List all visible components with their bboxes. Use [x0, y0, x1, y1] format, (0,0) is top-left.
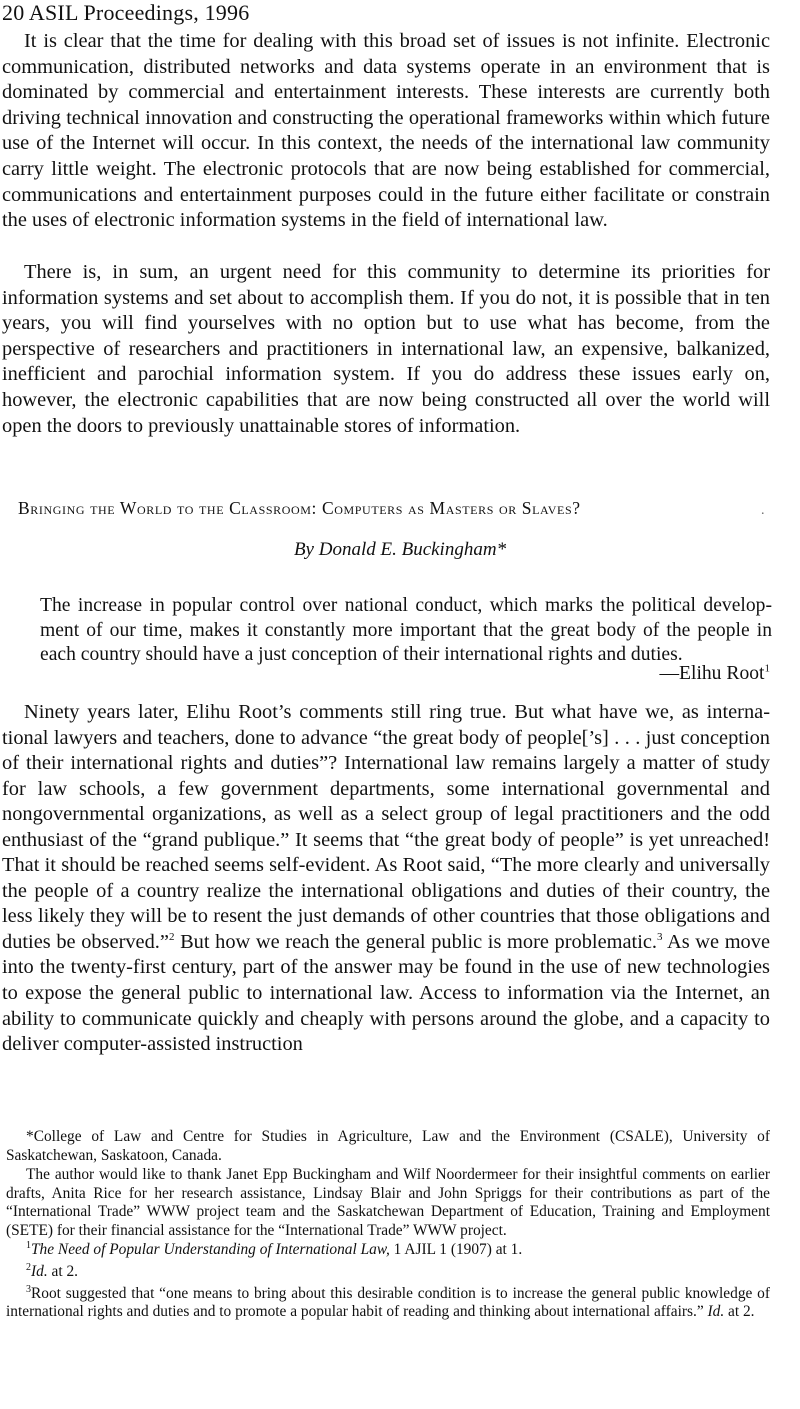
paragraph-1 — [2, 29, 770, 234]
section-title-text: Bringing the World to the Classroom: Computers as Masters or Slaves? — [18, 498, 581, 518]
footnote-1-mark: 1 — [26, 1240, 31, 1252]
epigraph-attribution — [659, 662, 770, 686]
paragraph-3-text — [2, 700, 770, 1058]
footnote-2-mark: 2 — [26, 1261, 31, 1273]
footnote-ref-3: 3 — [657, 931, 663, 944]
paragraph-3 — [2, 700, 770, 1058]
affiliation-mark: * — [26, 1128, 34, 1145]
footnote-3-mark: 3 — [26, 1283, 31, 1295]
paragraph-3-part-2: But how we reach the general public is more problematic. — [174, 930, 658, 953]
page-number: 20 — [2, 0, 25, 25]
footnote-2-id: Id. — [31, 1262, 48, 1280]
paragraph-2 — [2, 260, 770, 439]
stray-mark: . — [761, 503, 765, 518]
footnote-affiliation — [6, 1128, 770, 1165]
footnote-3-rest: at 2. — [724, 1303, 755, 1321]
epigraph — [40, 594, 772, 668]
footnote-1-title: The Need of Popular Understanding of International Law, — [31, 1241, 390, 1259]
author-footnote-mark: * — [496, 539, 507, 560]
footnote-3-id: Id. — [707, 1303, 725, 1321]
footnote-ref-1: 1 — [764, 662, 770, 675]
attribution-name: —Elihu Root — [659, 663, 765, 684]
paragraph-1-text: It is clear that the time for dealing with this broad set of issues is not infinite. Electronic communication, distributed networks and data systems operate in an environment that is dominated by commercial and entertainment interests. These interests are currently both driving technical innovation and constructing the operational frameworks within which future use of the Internet will occur. In this context, the needs of the international law community carry little weight. The electronic protocols that are now being established for commercial, communications and entertainment purposes could in the future either facilitate or constrain the uses of electronic information systems in the field of international law. — [2, 30, 770, 232]
footnote-2 — [6, 1263, 770, 1282]
footnote-acknowledgment: The author would like to thank Janet Epp Buckingham and Wilf Noordermeer for their insightful comments on earlier drafts, Anita Rice for her research assistance, Lindsay Blair and John Spriggs for their contributions as part of the “International Trade” WWW project team and the Saskatchewan Department of Education, Training and Employment (SETE) for their financial assistance for the “International Trade” WWW project. — [6, 1165, 770, 1240]
paragraph-3-part-1: Ninety years later, Elihu Root’s comments still ring true. But what have we, as international lawyers and teachers, done to advance “the great body of people[’s] . . . just conception of their international rights and duties”? International law remains largely a matter of study for law schools, a few government departments, some international governmental and nongovernmental organizations, as well as a select group of legal practitioners and the odd enthusiast of the “grand publique.” It seems that “the great body of people” is yet unreached! That it should be reached seems self-evident. As Root said, “The more clearly and universally the people of a country realize the international obligations and duties of their country, the less likely they will be to resent the just demands of other countries that those obligations and duties be observed.” — [2, 701, 770, 953]
section-title — [18, 497, 778, 519]
footnote-1 — [6, 1241, 770, 1260]
paragraph-3-part-3: As we move into the twenty-first century, part of the answer may be found in the use of new technologies to expose the general public to international law. Access to information via the Internet, an ability to communicate quickly and cheaply with persons around the globe, and a capacity to deliver computer-assisted instruction — [2, 930, 770, 1056]
affiliation-text: College of Law and Centre for Studies in Agriculture, Law and the Environment (CSALE), University of Saskatchewan, Saskatoon, Canada. — [6, 1128, 770, 1164]
running-title: ASIL Proceedings, 1996 — [28, 0, 250, 25]
paragraph-2-text: There is, in sum, an urgent need for this community to determine its priorities for information systems and set about to accomplish them. If you do not, it is possible that in ten years, you will find yourselves with no option but to use what has become, from the perspective of researchers and practitioners in international law, an expensive, balkanized, inefficient and parochial information system. If you do address these issues early on, however, the electronic capabilities that are now being constructed all over the world will open the doors to previously unattainable stores of information. — [2, 261, 770, 437]
footnote-ref-2: 2 — [168, 931, 175, 944]
footnote-3-text: Root suggested that “one means to bring about this desirable condition is to increase the general public knowledge of international rights and duties and to promote a popular habit of reading and thinking about international affairs.” — [6, 1284, 770, 1321]
footnote-2-rest: at 2. — [47, 1262, 79, 1280]
running-head — [2, 0, 249, 26]
byline — [0, 538, 800, 562]
epigraph-text: The increase in popular control over national conduct, which marks the political development of our time, makes it constantly more important that the great body of the people in each country should have a just conception of their international rights and duties. — [40, 595, 772, 665]
footnotes — [6, 1128, 770, 1323]
footnote-1-rest: 1 AJIL 1 (1907) at 1. — [389, 1241, 523, 1259]
author-name: By Donald E. Buckingham — [293, 539, 497, 560]
footnote-3 — [6, 1285, 770, 1322]
